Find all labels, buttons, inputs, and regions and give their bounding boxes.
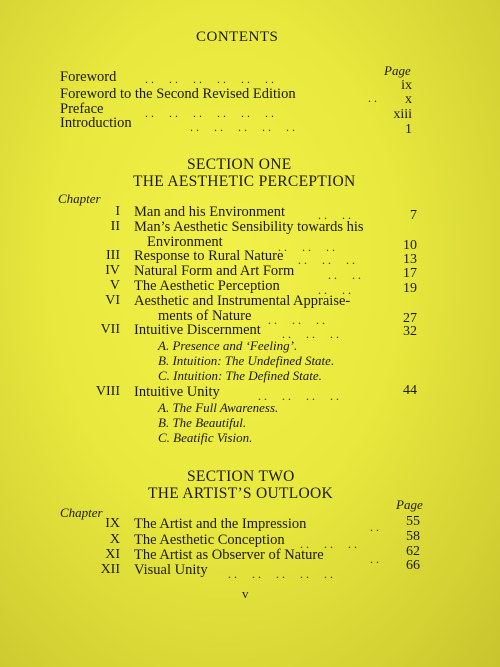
chapter-title: Intuitive Discernment	[134, 322, 261, 338]
subsection-entry: B. The Beautiful.	[158, 415, 247, 430]
subsection-entry: B. Intuition: The Undefined State.	[158, 353, 335, 368]
chapter-column-label: Chapter	[58, 191, 101, 206]
chapter-number: VII	[100, 322, 120, 337]
chapter-page: 44	[403, 383, 417, 398]
leader-dots: . . . . . .	[268, 313, 325, 327]
chapter-title-continued: Environment	[147, 234, 223, 250]
chapter-title: The Artist as Observer of Nature	[134, 547, 324, 563]
front-entry-preface: Preface	[60, 101, 104, 117]
leader-dots: . .	[370, 552, 379, 566]
chapter-title-continued: ments of Nature	[158, 308, 252, 324]
chapter-page: 58	[406, 529, 420, 544]
front-entry-introduction: Introduction	[60, 115, 132, 131]
subsection-entry: C. Intuition: The Defined State.	[158, 368, 322, 383]
chapter-number: VI	[105, 293, 120, 308]
chapter-title: Natural Form and Art Form	[134, 263, 295, 279]
chapter-number: V	[109, 278, 120, 293]
leader-dots: . . . . . .	[278, 240, 335, 254]
page-folio: v	[242, 586, 249, 601]
section-one-heading: SECTION ONE	[187, 156, 292, 173]
chapter-number: III	[106, 248, 120, 263]
leader-dots: . . . . . . . . . . . .	[145, 72, 274, 86]
chapter-number: XI	[105, 547, 120, 562]
page-column-label: Page	[396, 497, 423, 512]
section-two-heading: SECTION TWO	[187, 468, 295, 485]
leader-dots: . . . . . . . . . .	[228, 567, 333, 581]
chapter-title: Response to Rural Nature	[134, 248, 284, 264]
section-two-subtitle: THE ARTIST’S OUTLOOK	[148, 485, 334, 502]
leader-dots: . . . . . .	[300, 537, 357, 551]
front-page-foreword-second: x	[405, 92, 412, 107]
leader-dots: . . . . . . . .	[258, 389, 339, 403]
chapter-number: X	[109, 532, 120, 547]
chapter-number: II	[110, 219, 120, 234]
chapter-number: VIII	[95, 384, 120, 399]
subsection-entry: C. Beatific Vision.	[158, 430, 253, 445]
leader-dots: . . . . . .	[298, 253, 355, 267]
contents-title: CONTENTS	[196, 29, 279, 45]
chapter-page: 32	[403, 324, 417, 339]
chapter-title: Man’s Aesthetic Sensibility towards his	[134, 219, 364, 235]
leader-dots: . . . . . .	[282, 327, 339, 341]
chapter-title: The Aesthetic Perception	[134, 278, 280, 294]
chapter-page: 17	[403, 266, 417, 281]
chapter-page: 13	[403, 252, 417, 267]
leader-dots: . . . . . . . . . .	[190, 120, 295, 134]
chapter-title: Intuitive Unity	[134, 384, 220, 400]
chapter-number: I	[115, 204, 120, 219]
chapter-number: XII	[100, 562, 120, 577]
front-page-foreword: ix	[401, 78, 412, 93]
subsection-entry: A. The Full Awareness.	[158, 400, 279, 415]
front-entry-foreword: Foreword	[60, 69, 117, 85]
chapter-number: IV	[105, 263, 120, 278]
front-entry-foreword-second: Foreword to the Second Revised Edition	[60, 86, 296, 102]
chapter-title: Visual Unity	[134, 562, 208, 578]
chapter-page: 27	[403, 311, 417, 326]
chapter-page: 62	[406, 544, 420, 559]
leader-dots: . . . .	[328, 268, 361, 282]
leader-dots: . . . .	[318, 208, 351, 222]
chapter-title: Man and his Environment	[134, 204, 286, 220]
chapter-column-label: Chapter	[60, 505, 103, 520]
chapter-number: IX	[105, 516, 120, 531]
chapter-page: 66	[406, 558, 420, 573]
leader-dots: . . . . . . . . . . . .	[145, 106, 274, 120]
chapter-title: Aesthetic and Instrumental Appraise-	[134, 293, 351, 309]
chapter-page: 10	[403, 238, 417, 253]
chapter-title: The Aesthetic Conception	[134, 532, 285, 548]
leader-dots: . .	[370, 520, 379, 534]
front-page-introduction: 1	[405, 122, 412, 137]
chapter-page: 55	[406, 514, 420, 529]
chapter-title: The Artist and the Impression	[134, 516, 307, 532]
section-one-subtitle: THE AESTHETIC PERCEPTION	[133, 173, 356, 190]
subsection-entry: A. Presence and ‘Feeling’.	[158, 338, 298, 353]
chapter-page: 19	[403, 281, 417, 296]
leader-dots: . . . .	[318, 283, 351, 297]
leader-dots: . .	[368, 91, 377, 105]
chapter-page: 7	[410, 208, 417, 223]
page-column-label: Page	[384, 63, 411, 78]
front-page-preface: xiii	[393, 107, 412, 122]
